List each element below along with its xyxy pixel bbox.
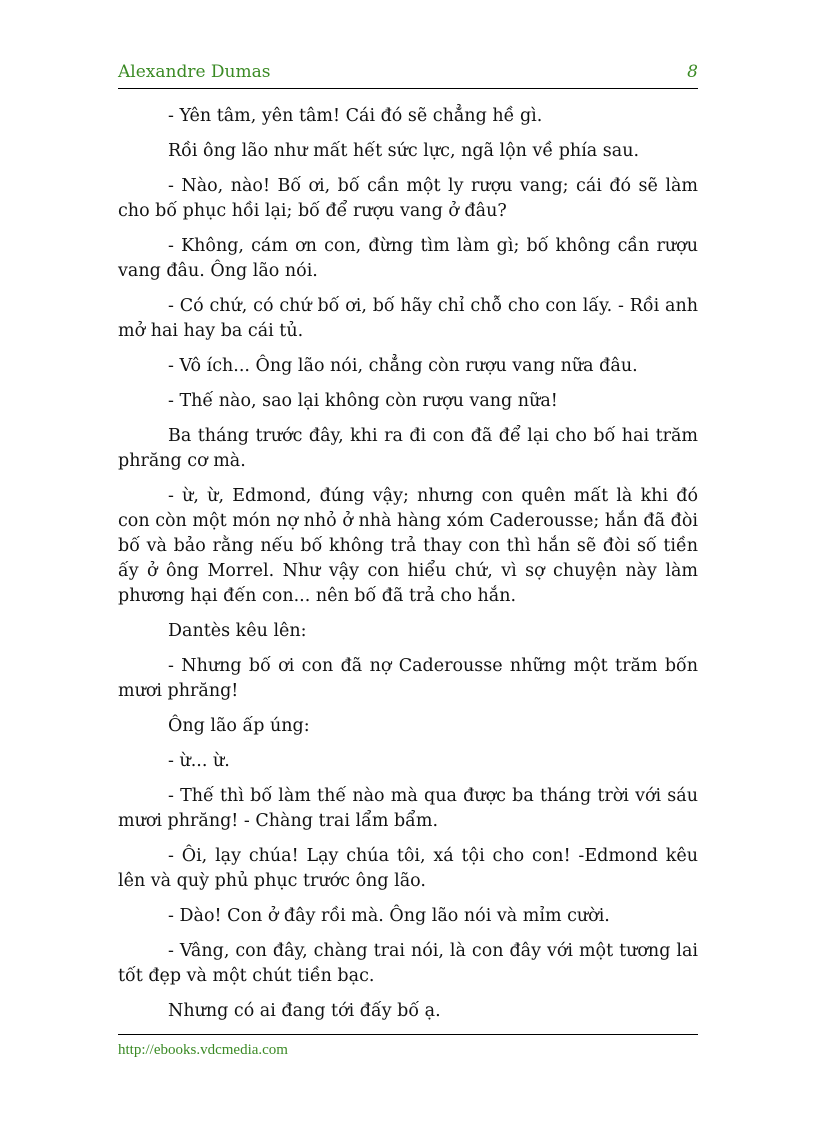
author-name: Alexandre Dumas bbox=[118, 62, 271, 82]
paragraph: - Dào! Con ở đây rồi mà. Ông lão nói và mỉm cười. bbox=[168, 906, 610, 926]
body-text bbox=[118, 104, 698, 1034]
paragraph: Rồi ông lão như mất hết sức lực, ngã lộn về phía sau. bbox=[168, 141, 640, 161]
paragraph: Nhưng có ai đang tới đấy bố ạ. bbox=[168, 1001, 441, 1021]
paragraph: Ba tháng trước đây, khi ra đi con đã để lại cho bố hai trăm phrăng cơ mà. bbox=[118, 426, 698, 471]
footer-url-link[interactable]: http://ebooks.vdcmedia.com bbox=[118, 1042, 288, 1058]
paragraph: - Yên tâm, yên tâm! Cái đó sẽ chẳng hề gì. bbox=[168, 106, 543, 126]
paragraph: - Nào, nào! Bố ơi, bố cần một ly rượu vang; cái đó sẽ làm cho bố phục hồi lại; bố để rượu vang ở đâu? bbox=[118, 176, 698, 221]
paragraph: - Vô ích... Ông lão nói, chẳng còn rượu vang nữa đâu. bbox=[168, 356, 638, 376]
paragraph: Dantès kêu lên: bbox=[168, 621, 307, 641]
paragraph: - Nhưng bố ơi con đã nợ Caderousse những một trăm bốn mươi phrăng! bbox=[118, 656, 698, 701]
paragraph: - Ôi, lạy chúa! Lạy chúa tôi, xá tội cho con! -Edmond kêu lên và quỳ phủ phục trước ông lão. bbox=[118, 846, 698, 891]
paragraph: - ừ... ừ. bbox=[168, 751, 230, 771]
page-number: 8 bbox=[687, 62, 698, 82]
paragraph: - Không, cám ơn con, đừng tìm làm gì; bố không cần rượu vang đâu. Ông lão nói. bbox=[118, 236, 698, 281]
paragraph: - Thế nào, sao lại không còn rượu vang nữa! bbox=[168, 391, 558, 411]
paragraph: - Vâng, con đây, chàng trai nói, là con đây với một tương lai tốt đẹp và một chút tiền bạc. bbox=[118, 941, 698, 986]
page-header bbox=[118, 60, 698, 89]
paragraph: Ông lão ấp úng: bbox=[168, 716, 310, 736]
paragraph: - Thế thì bố làm thế nào mà qua được ba tháng trời với sáu mươi phrăng! - Chàng trai lẩm bẩm. bbox=[118, 786, 698, 831]
paragraph: - ừ, ừ, Edmond, đúng vậy; nhưng con quên mất là khi đó con còn một món nợ nhỏ ở nhà hàng xóm Caderousse; hắn đã đòi bố và bảo rằng nếu bố không trả thay con thì hắn sẽ đòi số tiền ấy ở ông Morrel. Như vậy con hiểu chứ, vì sợ chuyện này làm phương hại đến con... nên bố đã trả cho hắn. bbox=[118, 486, 698, 606]
page-footer bbox=[118, 1034, 698, 1058]
paragraph: - Có chứ, có chứ bố ơi, bố hãy chỉ chỗ cho con lấy. - Rồi anh mở hai hay ba cái tủ. bbox=[118, 296, 698, 341]
